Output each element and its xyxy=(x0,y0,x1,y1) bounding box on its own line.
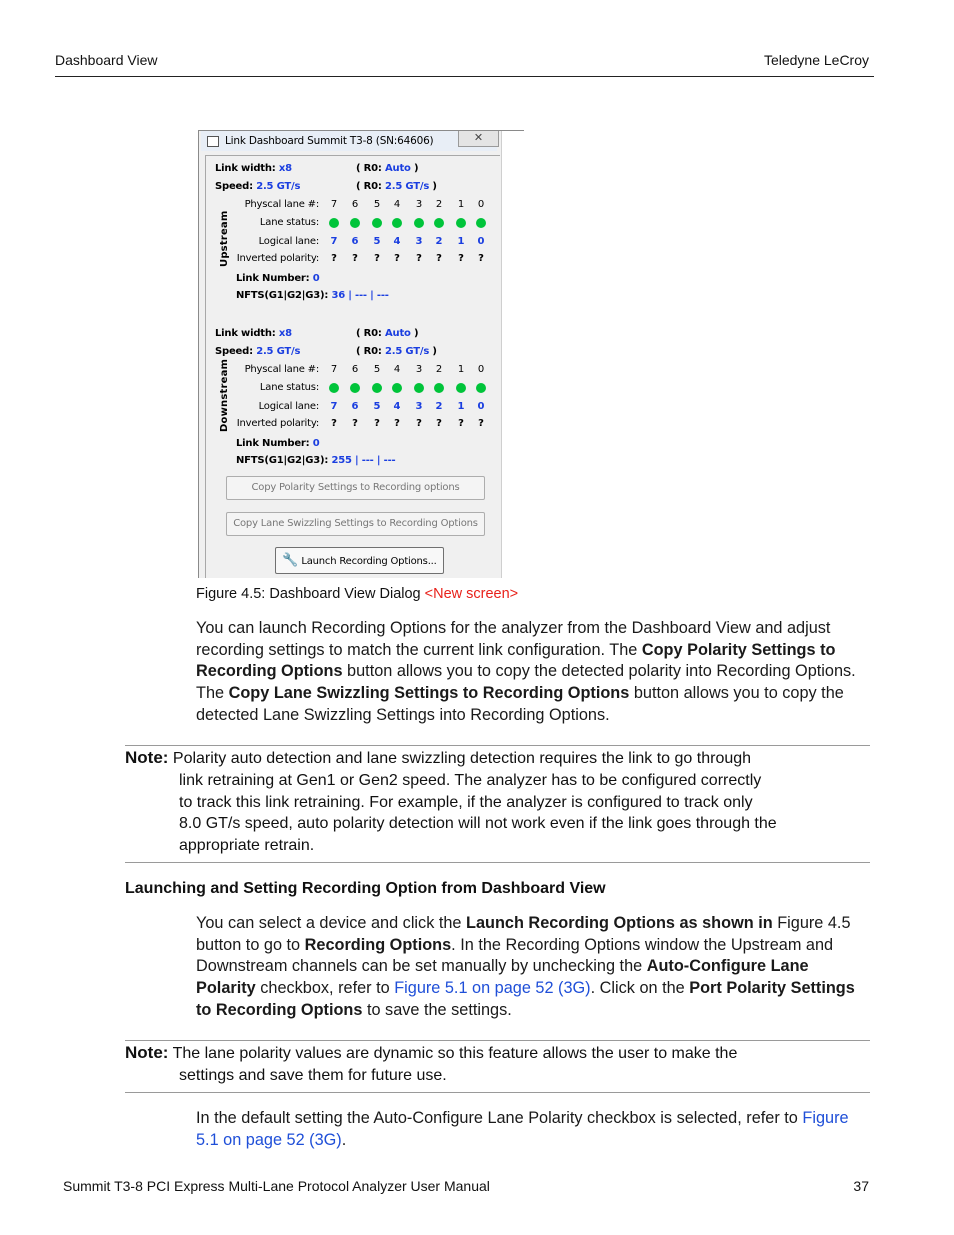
link-width-value: x8 xyxy=(278,163,292,174)
running-header-left: Dashboard View xyxy=(55,52,158,68)
link-width-value: x8 xyxy=(278,328,292,339)
r0-width-label: ( R0: xyxy=(356,328,382,339)
r0-speed-close: ) xyxy=(432,181,437,192)
link-dashboard-dialog xyxy=(198,130,524,578)
physical-lane-cell: 0 xyxy=(477,199,485,210)
logical-lane-label: Logical lane: xyxy=(258,401,319,412)
link-number-label: Link Number: xyxy=(236,438,310,449)
close-icon[interactable]: ✕ xyxy=(458,131,499,147)
r0-width-label: ( R0: xyxy=(356,163,382,174)
text-run: In the default setting the Auto-Configure Lane Polarity checkbox is selected, refer to xyxy=(196,1109,803,1127)
r0-speed-value: 2.5 GT/s xyxy=(385,346,430,357)
physical-lane-label: Physcal lane #: xyxy=(244,364,319,375)
inverted-polarity-cell: ? xyxy=(394,253,400,264)
speed-value: 2.5 GT/s xyxy=(256,181,301,192)
dialog-title: Link Dashboard Summit T3-8 (SN:64606) xyxy=(225,135,434,147)
text-run: button allows you to copy the detected polarity into Recording Options. The xyxy=(196,662,856,703)
logical-lane-cell: 7 xyxy=(330,236,338,247)
speed-label: Speed: xyxy=(215,346,253,357)
physical-lane-label: Physcal lane #: xyxy=(244,199,319,210)
lane-status-indicator xyxy=(329,218,339,228)
note-top-rule xyxy=(125,745,870,746)
note-top-rule xyxy=(125,1040,870,1041)
lane-status-indicator xyxy=(456,218,466,228)
inverted-polarity-cell: ? xyxy=(331,418,337,429)
r0-width-close: ) xyxy=(414,163,419,174)
lane-status-indicator xyxy=(476,218,486,228)
footer-manual-title: Summit T3-8 PCI Express Multi-Lane Protocol Analyzer User Manual xyxy=(63,1178,490,1194)
physical-lane-cell: 1 xyxy=(457,364,465,375)
inverted-polarity-cell: ? xyxy=(394,418,400,429)
r0-speed-label: ( R0: xyxy=(356,346,382,357)
inverted-polarity-cell: ? xyxy=(374,418,380,429)
lane-status-indicator xyxy=(434,218,444,228)
text-run: . In the Recording Options window the Upstream and Downstream channels can be set manually by unchecking the xyxy=(196,935,834,976)
link-number-label: Link Number: xyxy=(236,273,310,284)
launch-recording-options-label: Launch Recording Options... xyxy=(301,556,437,567)
inverted-polarity-cell: ? xyxy=(331,253,337,264)
logical-lane-cell: 4 xyxy=(393,401,401,412)
logical-lane-cell: 7 xyxy=(330,401,338,412)
bold-run: Auto-Configure Lane Polarity xyxy=(196,957,809,998)
logical-lane-cell: 0 xyxy=(477,236,485,247)
text-run: to save the settings. xyxy=(362,1000,512,1019)
link-width-label: Link width: xyxy=(215,163,276,174)
note-dynamic-values xyxy=(125,1043,737,1063)
lane-status-label: Lane status: xyxy=(259,382,319,393)
nfts-value: 36 xyxy=(331,290,345,301)
figure-5-1-link[interactable]: Figure 5.1 on page 52 (3G) xyxy=(196,1109,849,1149)
lane-status-indicator xyxy=(392,383,402,393)
physical-lane-cell: 6 xyxy=(351,364,359,375)
logical-lane-cell: 3 xyxy=(415,401,423,412)
header-divider xyxy=(55,76,874,77)
bold-run: Recording Options xyxy=(304,935,452,954)
running-header-right: Teledyne LeCroy xyxy=(763,52,869,68)
wrench-icon: 🔧 xyxy=(282,553,299,568)
nfts-label: NFTS(G1|G2|G3): xyxy=(236,290,329,301)
paragraph-default-setting xyxy=(196,1108,868,1151)
note-first-line: The lane polarity values are dynamic so this feature allows the user to make the xyxy=(168,1045,738,1062)
page-number: 37 xyxy=(853,1178,869,1194)
logical-lane-cell: 2 xyxy=(435,401,443,412)
note-polarity-detection xyxy=(125,748,751,768)
logical-lane-cell: 6 xyxy=(351,401,359,412)
inverted-polarity-cell: ? xyxy=(416,418,422,429)
link-number-value: 0 xyxy=(312,273,320,284)
nfts-label: NFTS(G1|G2|G3): xyxy=(236,455,329,466)
r0-speed-close: ) xyxy=(432,346,437,357)
bold-run: Copy Lane Swizzling Settings to Recording Options xyxy=(228,684,630,703)
physical-lane-cell: 5 xyxy=(373,199,381,210)
figure-caption xyxy=(196,586,518,602)
inverted-polarity-cell: ? xyxy=(374,253,380,264)
lane-status-indicator xyxy=(414,218,424,228)
logical-lane-label: Logical lane: xyxy=(258,236,319,247)
inverted-polarity-cell: ? xyxy=(458,418,464,429)
logical-lane-cell: 0 xyxy=(477,401,485,412)
physical-lane-cell: 3 xyxy=(415,199,423,210)
inverted-polarity-cell: ? xyxy=(436,418,442,429)
r0-width-value: Auto xyxy=(385,328,411,339)
link-width-label: Link width: xyxy=(215,328,276,339)
note-first-line: Polarity auto detection and lane swizzling detection requires the link to go through xyxy=(168,750,752,767)
logical-lane-cell: 3 xyxy=(415,236,423,247)
inverted-polarity-cell: ? xyxy=(458,253,464,264)
physical-lane-cell: 7 xyxy=(330,199,338,210)
physical-lane-cell: 0 xyxy=(477,364,485,375)
physical-lane-cell: 2 xyxy=(435,364,443,375)
bold-run: Port Polarity Settings to Recording Options xyxy=(196,979,855,1019)
copy-polarity-button[interactable]: Copy Polarity Settings to Recording options xyxy=(226,476,485,500)
logical-lane-cell: 1 xyxy=(457,236,465,247)
lane-status-indicator xyxy=(476,383,486,393)
physical-lane-cell: 5 xyxy=(373,364,381,375)
text-run: button allows you to copy the detected Lane Swizzling Settings into Recording Options. xyxy=(196,684,844,724)
note-label: Note: xyxy=(125,1043,169,1062)
logical-lane-cell: 4 xyxy=(393,236,401,247)
text-run: . Click on the xyxy=(590,979,690,998)
figure-5-1-link[interactable]: Figure 5.1 on page 52 (3G) xyxy=(394,979,591,998)
nfts-rest: | --- | --- xyxy=(348,290,389,301)
physical-lane-cell: 6 xyxy=(351,199,359,210)
lane-status-indicator xyxy=(329,383,339,393)
note-bottom-rule xyxy=(125,1092,870,1093)
inverted-polarity-label: Inverted polarity: xyxy=(236,418,319,429)
copy-swizzling-button[interactable]: Copy Lane Swizzling Settings to Recording Options xyxy=(226,512,485,536)
text-run: You can select a device and click the xyxy=(196,914,467,932)
logical-lane-cell: 5 xyxy=(373,401,381,412)
logical-lane-cell: 6 xyxy=(351,236,359,247)
paragraph-launch-recording xyxy=(196,913,868,1022)
note-body: settings and save them for future use. xyxy=(179,1067,447,1084)
speed-value: 2.5 GT/s xyxy=(256,346,301,357)
inverted-polarity-cell: ? xyxy=(478,253,484,264)
downstream-vertical-label: Downstream xyxy=(219,358,230,432)
lane-status-indicator xyxy=(392,218,402,228)
nfts-rest: | --- | --- xyxy=(355,455,396,466)
inverted-polarity-cell: ? xyxy=(352,418,358,429)
text-run: Figure 4.5 button to go to xyxy=(196,914,851,954)
inverted-polarity-cell: ? xyxy=(416,253,422,264)
nfts-value: 255 xyxy=(331,455,352,466)
inverted-polarity-cell: ? xyxy=(436,253,442,264)
upstream-vertical-label: Upstream xyxy=(219,210,230,267)
logical-lane-cell: 2 xyxy=(435,236,443,247)
inverted-polarity-label: Inverted polarity: xyxy=(236,253,319,264)
launch-recording-options-button[interactable] xyxy=(275,547,444,574)
physical-lane-cell: 7 xyxy=(330,364,338,375)
bold-run: Launch Recording Options as shown in xyxy=(466,914,773,932)
r0-speed-value: 2.5 GT/s xyxy=(385,181,430,192)
inverted-polarity-cell: ? xyxy=(478,418,484,429)
physical-lane-cell: 2 xyxy=(435,199,443,210)
lane-status-indicator xyxy=(372,218,382,228)
lane-status-indicator xyxy=(350,218,360,228)
bold-run: Copy Polarity Settings to Recording Options xyxy=(196,640,836,681)
r0-speed-label: ( R0: xyxy=(356,181,382,192)
lane-status-indicator xyxy=(434,383,444,393)
speed-label: Speed: xyxy=(215,181,253,192)
note-label: Note: xyxy=(125,748,169,767)
r0-width-close: ) xyxy=(414,328,419,339)
window-icon xyxy=(207,136,219,147)
link-number-value: 0 xyxy=(312,438,320,449)
lane-status-indicator xyxy=(372,383,382,393)
r0-width-value: Auto xyxy=(385,163,411,174)
physical-lane-cell: 3 xyxy=(415,364,423,375)
text-run: . xyxy=(341,1130,347,1149)
paragraph-dashboard-intro xyxy=(196,618,868,727)
note-body: link retraining at Gen1 or Gen2 speed. The analyzer has to be configured correctly to track this link retraining. For example, if the analyzer is configured to track only 8.0 GT/s speed, auto polarity detection will not work even if the link goes through the appropriate retrain. xyxy=(179,772,777,855)
dialog-scrollbar[interactable] xyxy=(501,131,524,578)
lane-status-indicator xyxy=(414,383,424,393)
lane-status-label: Lane status: xyxy=(259,217,319,228)
physical-lane-cell: 4 xyxy=(393,199,401,210)
text-run: You can launch Recording Options for the analyzer from the Dashboard View and adjust recording settings to match the current link configuration. The xyxy=(196,619,831,659)
physical-lane-cell: 4 xyxy=(393,364,401,375)
section-subheading: Launching and Setting Recording Option from Dashboard View xyxy=(125,880,606,897)
new-screen-tag: <New screen> xyxy=(424,586,519,602)
lane-status-indicator xyxy=(456,383,466,393)
inverted-polarity-cell: ? xyxy=(352,253,358,264)
figure-caption-text: Figure 4.5: Dashboard View Dialog xyxy=(196,586,425,602)
text-run: checkbox, refer to xyxy=(255,979,395,998)
logical-lane-cell: 5 xyxy=(373,236,381,247)
physical-lane-cell: 1 xyxy=(457,199,465,210)
lane-status-indicator xyxy=(350,383,360,393)
note-bottom-rule xyxy=(125,862,870,863)
logical-lane-cell: 1 xyxy=(457,401,465,412)
